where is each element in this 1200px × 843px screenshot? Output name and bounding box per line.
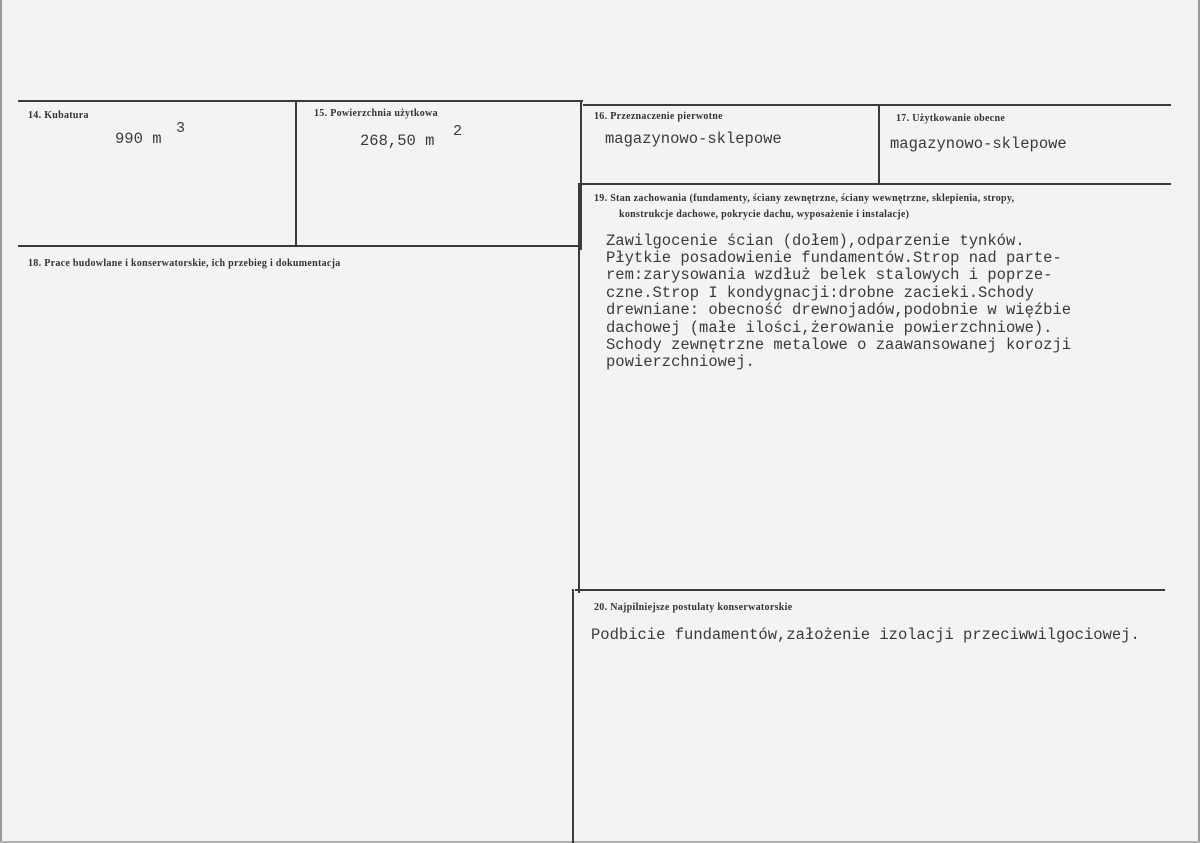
rule-v-18-19 — [578, 183, 580, 593]
rule-top-left — [18, 100, 583, 102]
field-20-label: 20. Najpilniejsze postulaty konserwatorskie — [594, 602, 793, 613]
field-19-line: Zawilgocenie ścian (dołem),odparzenie tynków. — [606, 232, 1025, 250]
field-14-unit-exponent: 3 — [176, 120, 186, 137]
rule-v-16-17 — [878, 104, 880, 183]
field-14-value: 990 m — [115, 130, 162, 148]
field-19-line: drewniane: obecność drewnojadów,podobnie w więźbie — [606, 301, 1072, 319]
field-19-line: Schody zewnętrzne metalowe o zaawansowanej korozji — [606, 336, 1072, 354]
field-19-label-cont: konstrukcje dachowe, pokrycie dachu, wyposażenie i instalacje) — [619, 209, 910, 220]
field-19-line: Płytkie posadowienie fundamentów.Strop nad parte- — [606, 249, 1062, 267]
rule-section20 — [575, 589, 1165, 591]
field-17-label: 17. Użytkowanie obecne — [896, 113, 1006, 124]
field-19-line: powierzchniowej. — [606, 353, 755, 371]
field-15-value: 268,50 m — [360, 132, 435, 150]
rule-v-14-15 — [295, 100, 297, 245]
field-19-label: 19. Stan zachowania (fundamenty, ściany zewnętrzne, ściany wewnętrzne, sklepienia, stropy, — [594, 193, 1015, 204]
rule-v-18-20 — [572, 589, 574, 843]
rule-top-right — [583, 104, 1171, 106]
field-18-label: 18. Prace budowlane i konserwatorskie, ich przebieg i dokumentacja — [28, 258, 341, 269]
rule-row2-right — [580, 183, 1171, 185]
rule-row2-left — [18, 245, 580, 247]
field-19-line: rem:zarysowania wzdłuż belek stalowych i poprze- — [606, 266, 1053, 284]
field-14-label: 14. Kubatura — [28, 110, 89, 121]
rule-v-15-16 — [580, 100, 582, 250]
field-17-value: magazynowo-sklepowe — [890, 135, 1067, 153]
field-16-label: 16. Przeznaczenie pierwotne — [594, 111, 723, 122]
field-19-line: czne.Strop I kondygnacji:drobne zacieki.Schody — [606, 284, 1034, 302]
field-20-value: Podbicie fundamentów,założenie izolacji przeciwwilgociowej. — [591, 626, 1140, 644]
card-edge-left — [0, 0, 2, 843]
field-15-label: 15. Powierzchnia użytkowa — [314, 108, 438, 119]
field-15-unit-exponent: 2 — [453, 123, 463, 140]
field-19-line: dachowej (małe ilości,żerowanie powierzchniowe). — [606, 319, 1053, 337]
field-16-value: magazynowo-sklepowe — [605, 130, 782, 148]
